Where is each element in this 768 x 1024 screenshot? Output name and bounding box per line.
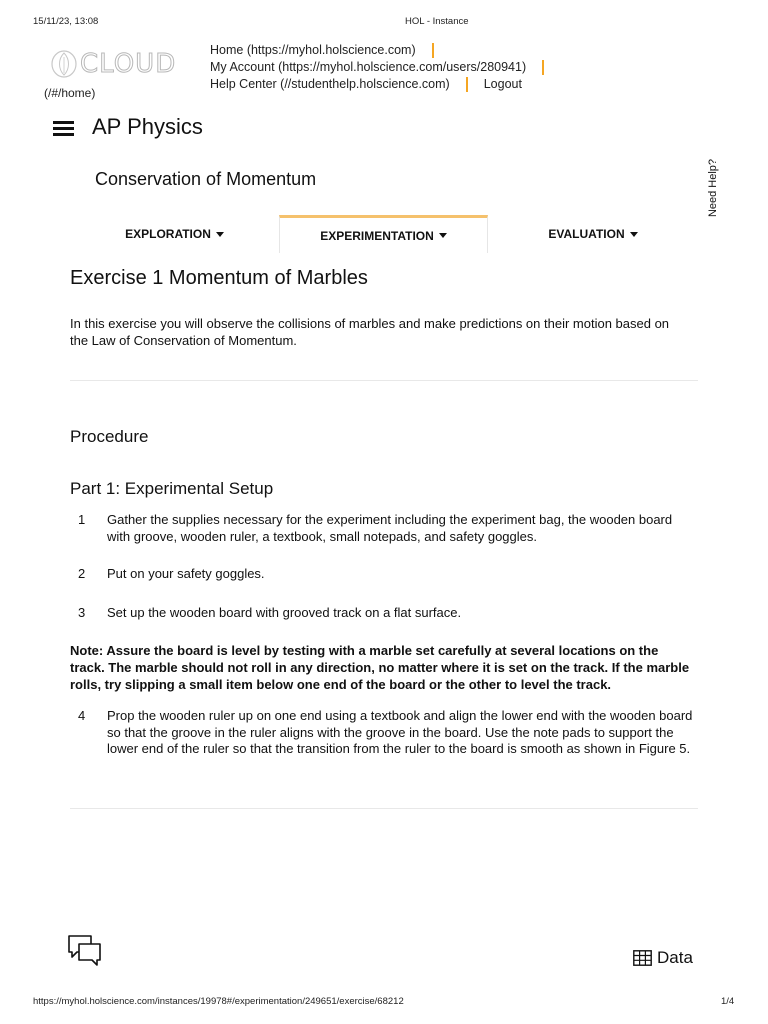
data-button[interactable]: [633, 948, 693, 968]
step-text: Prop the wooden ruler up on one end using a textbook and align the lower end with the wooden board so that the groove in the ruler aligns with the groove in the board. Use the note pads to support the lower end of the ruler so that the transition from the ruler to the board is smooth as shown in Figure 5.: [107, 708, 693, 756]
print-url: https://myhol.holscience.com/instances/19978#/experimentation/249651/exercise/68212: [33, 996, 404, 1007]
leaf-logo-icon: [48, 49, 80, 79]
procedure-heading: Procedure: [70, 427, 149, 446]
logo-text: CLOUD: [80, 49, 177, 79]
tab-evaluation[interactable]: [488, 215, 698, 253]
home-link[interactable]: (/#/home): [44, 86, 96, 100]
exercise-intro: In this exercise you will observe the collisions of marbles and make predictions on their motion based on the Law of Conservation of Momentum.: [70, 316, 670, 348]
part-heading: Part 1: Experimental Setup: [70, 479, 274, 498]
step-number: 2: [78, 566, 86, 581]
table-icon: [633, 950, 652, 966]
step-text: Put on your safety goggles.: [107, 566, 265, 581]
nav-separator: [542, 60, 544, 75]
lab-title: Conservation of Momentum: [95, 169, 317, 189]
caret-down-icon: [216, 232, 224, 237]
step-number: 1: [78, 512, 86, 527]
data-label: Data: [657, 948, 693, 967]
lab-tabs: [70, 215, 698, 253]
nav-home-link[interactable]: Home (https://myhol.holscience.com): [210, 43, 416, 57]
step-text: Set up the wooden board with grooved track on a flat surface.: [107, 605, 462, 620]
caret-down-icon: [439, 233, 447, 238]
course-title: AP Physics: [92, 114, 203, 139]
tab-label: EVALUATION: [548, 227, 625, 241]
print-datetime: 15/11/23, 13:08: [33, 16, 99, 27]
top-nav: [210, 42, 544, 93]
tab-exploration[interactable]: [70, 215, 279, 253]
note-text: Note: Assure the board is level by testing with a marble set carefully at several locations on the track. The marble should not roll in any direction, no matter where it is set on the track. If the marble rolls, try slipping a small item below one end of the board or the other to level the track.: [70, 643, 690, 692]
step-number: 3: [78, 605, 86, 620]
logout-link[interactable]: Logout: [483, 77, 522, 91]
need-help-button[interactable]: [704, 160, 728, 220]
tab-label: EXPERIMENTATION: [320, 228, 434, 243]
divider: [70, 380, 698, 381]
nav-account-link[interactable]: My Account (https://myhol.holscience.com/users/280941): [210, 60, 527, 74]
print-page-number: 1/4: [721, 996, 735, 1007]
print-title: HOL - Instance: [405, 16, 469, 27]
caret-down-icon: [630, 232, 638, 237]
tab-experimentation[interactable]: [279, 215, 488, 253]
step-number: 4: [78, 708, 86, 723]
divider: [70, 808, 698, 809]
exercise-title: Exercise 1 Momentum of Marbles: [70, 267, 368, 289]
menu-icon[interactable]: [53, 121, 74, 137]
tab-label: EXPLORATION: [125, 227, 211, 241]
chat-icon[interactable]: [67, 934, 103, 968]
nav-separator: [432, 43, 434, 58]
nav-separator: [466, 77, 468, 92]
need-help-label: Need Help?: [707, 158, 720, 218]
nav-help-link[interactable]: Help Center (//studenthelp.holscience.com): [210, 77, 450, 91]
step-text: Gather the supplies necessary for the experiment including the experiment bag, the wooden board with groove, wooden ruler, a textbook, small notepads, and safety goggles.: [107, 512, 673, 544]
logo[interactable]: [48, 48, 180, 80]
